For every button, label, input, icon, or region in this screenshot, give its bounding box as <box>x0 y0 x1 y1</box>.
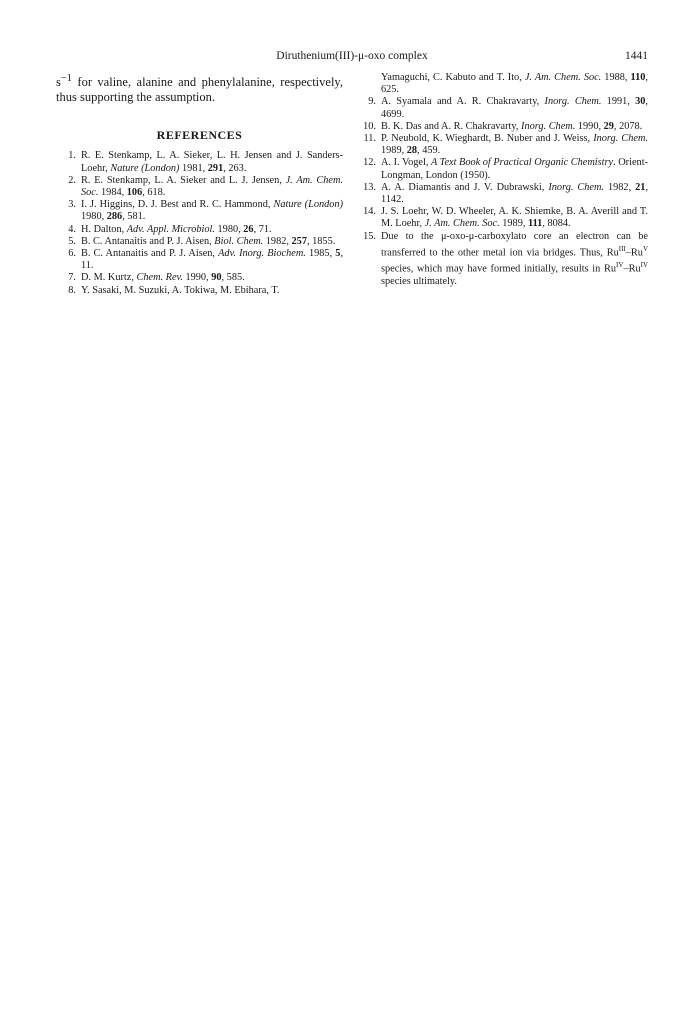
reference-item <box>56 236 343 248</box>
reference-item <box>356 182 648 206</box>
reference-item <box>356 231 648 289</box>
left-column <box>56 72 343 297</box>
reference-number: 9. <box>368 96 376 108</box>
volume-number: 21 <box>635 181 646 193</box>
reference-text: 1991, <box>601 96 636 108</box>
reference-text: I. J. Higgins, D. J. Best and R. C. Hammond, <box>81 199 274 211</box>
volume-number: 29 <box>603 120 614 132</box>
reference-text: 1989, <box>381 145 407 157</box>
running-title: Diruthenium(III)-μ-oxo complex <box>276 50 428 62</box>
reference-text: , 2078. <box>613 120 643 132</box>
reference-text: , 618. <box>142 186 166 198</box>
reference-text: , 8084. <box>542 218 571 230</box>
volume-number: 30 <box>635 96 646 108</box>
oxidation-state: IV <box>616 261 624 270</box>
reference-number: 12. <box>363 157 376 169</box>
reference-body <box>381 206 648 230</box>
reference-body <box>81 285 343 297</box>
volume-number: 5 <box>335 247 341 259</box>
volume-number: 110 <box>630 72 646 83</box>
reference-item <box>56 224 343 236</box>
reference-item <box>356 133 648 157</box>
journal-title: A Text Book of Practical Organic Chemistry <box>430 157 614 169</box>
journal-title: Inorg. Chem. <box>548 181 604 193</box>
reference-number: 2. <box>68 174 76 186</box>
journal-title: Biol. Chem. <box>214 235 264 247</box>
reference-number: 5. <box>68 235 76 247</box>
reference-body <box>381 182 648 206</box>
reference-number: 11. <box>363 133 376 145</box>
volume-number: 28 <box>406 145 418 157</box>
reference-item <box>356 206 648 230</box>
reference-text: , 1142. <box>381 181 649 206</box>
volume-number: 90 <box>211 272 222 284</box>
reference-text: , 459. <box>417 145 441 157</box>
reference-item <box>56 175 343 199</box>
reference-text: B. C. Antanaitis and P. J. Aisen, <box>81 247 219 259</box>
reference-text: Due to the μ-oxo-μ-carboxylato core an electron can be transferred to the other metal ion via bridges. Thus, Ru <box>381 230 648 259</box>
reference-number: 8. <box>68 284 76 296</box>
reference-text: A. Syamala and A. R. Chakravarty, <box>381 96 545 108</box>
reference-text: J. S. Loehr, W. D. Wheeler, A. K. Shiemke, B. A. Averill and T. M. Loehr, <box>381 206 648 230</box>
oxidation-state: III <box>618 244 626 253</box>
reference-body <box>81 272 343 284</box>
reference-item <box>356 121 648 133</box>
reference-text: 1990, <box>575 120 604 132</box>
journal-title: Nature (London) <box>273 199 343 211</box>
reference-text: P. Neubold, K. Wieghardt, B. Nuber and J. Weiss, <box>381 133 594 145</box>
references-list-right <box>356 96 648 288</box>
volume-number: 106 <box>126 186 143 198</box>
oxidation-state: V <box>642 244 648 253</box>
journal-title: Inorg. Chem. <box>593 133 649 145</box>
reference-text: R. E. Stenkamp, L. A. Sieker, L. H. Jensen and J. Sanders-Loehr, <box>81 150 343 174</box>
reference-number: 3. <box>68 199 76 211</box>
reference-text: A. I. Vogel, <box>381 157 431 169</box>
reference-body <box>381 121 648 133</box>
reference-body <box>81 236 343 248</box>
reference-number: 10. <box>363 120 376 132</box>
journal-title: Chem. Rev. <box>136 272 183 284</box>
reference-item <box>56 248 343 272</box>
reference-number: 14. <box>363 206 376 218</box>
reference-number: 1. <box>68 150 76 162</box>
journal-title: J. Am. Chem. Soc. <box>524 72 602 83</box>
reference-body <box>381 133 648 157</box>
volume-number: 291 <box>207 162 224 174</box>
reference-body <box>81 150 343 174</box>
reference-text: 1982, <box>604 181 636 193</box>
references-heading: REFERENCES <box>156 128 243 143</box>
reference-item <box>56 199 343 223</box>
reference-text: , 263. <box>223 162 247 174</box>
journal-title: Inorg. Chem. <box>521 120 576 132</box>
reference-text: 1980, <box>81 211 107 223</box>
reference-text: –Ru <box>623 263 641 275</box>
reference-text: R. E. Stenkamp, L. A. Sieker and L. J. Jensen, <box>81 174 286 186</box>
reference-text: 1990, <box>182 272 212 284</box>
reference-number: 13. <box>363 181 376 193</box>
reference-item <box>56 272 343 284</box>
reference-text: , 71. <box>253 223 272 235</box>
reference-item <box>356 96 648 120</box>
reference-text: 1984, <box>98 186 127 198</box>
reference-item <box>356 157 648 181</box>
reference-text: , 581. <box>122 211 146 223</box>
reference-number: 6. <box>68 247 76 259</box>
reference-text: species, which may have formed initially, results in Ru <box>381 263 617 275</box>
reference-body <box>381 96 648 120</box>
reference-number: 4. <box>68 223 76 235</box>
body-text: for valine, alanine and phenylalanine, respectively, thus supporting the assumption. <box>56 75 343 104</box>
reference-8-continuation <box>356 72 648 96</box>
page-number: 1441 <box>625 50 648 62</box>
reference-text: species ultimately. <box>381 276 457 288</box>
volume-number: 111 <box>528 218 543 230</box>
reference-text: , 625. <box>381 72 648 96</box>
journal-title: Inorg. Chem. <box>544 96 602 108</box>
reference-body <box>381 231 648 289</box>
right-column <box>356 72 648 288</box>
volume-number: 26 <box>243 223 254 235</box>
reference-text: , 4699. <box>381 96 648 120</box>
reference-text: Y. Sasaki, M. Suzuki, A. Tokiwa, M. Ebihara, T. <box>81 284 280 296</box>
reference-text: B. C. Antanaitis and P. J. Aisen, <box>81 235 215 247</box>
reference-text: 1982, <box>263 235 292 247</box>
journal-title: Nature (London) <box>110 162 180 174</box>
journal-title: J. Am. Chem. Soc. <box>424 218 500 230</box>
reference-text: 1985, <box>305 247 336 259</box>
volume-number: 257 <box>291 235 307 247</box>
reference-item <box>56 150 343 174</box>
journal-title: Adv. Appl. Microbiol. <box>126 223 215 235</box>
reference-text: , 1855. <box>306 235 336 247</box>
reference-text: , 11. <box>81 247 344 272</box>
reference-item <box>56 285 343 297</box>
journal-title: J. Am. Chem. Soc. <box>81 174 343 198</box>
reference-text: 1989, <box>499 218 528 230</box>
reference-body <box>81 175 343 199</box>
reference-text: , 585. <box>221 272 245 284</box>
reference-text: D. M. Kurtz, <box>81 272 137 284</box>
reference-body <box>81 224 343 236</box>
reference-text: B. K. Das and A. R. Chakravarty, <box>381 120 522 132</box>
body-paragraph: $s^{-1}$ for valine, alanine and phenylalanine, respectively, thus supporting the assumption. <box>56 73 343 104</box>
reference-text: . Orient-Longman, London (1950). <box>381 157 648 181</box>
reference-body <box>81 248 343 272</box>
reference-number: 7. <box>68 272 76 284</box>
reference-text: A. A. Diamantis and J. V. Dubrawski, <box>381 181 549 193</box>
reference-number: 15. <box>363 230 376 242</box>
reference-text: Yamaguchi, C. Kabuto and T. Ito, <box>381 72 525 83</box>
reference-text: H. Dalton, <box>81 223 127 235</box>
reference-body <box>81 199 343 223</box>
reference-text: –Ru <box>625 247 643 259</box>
oxidation-state: IV <box>640 261 648 270</box>
journal-title: Adv. Inorg. Biochem. <box>218 247 306 259</box>
references-list-left <box>56 150 343 296</box>
superscript: −1 <box>60 73 72 84</box>
page-header <box>56 50 648 66</box>
reference-text: 1980, <box>214 223 244 235</box>
reference-body <box>381 157 648 181</box>
reference-text: 1988, <box>601 72 631 83</box>
volume-number: 286 <box>106 211 123 223</box>
reference-text: 1981, <box>179 162 208 174</box>
